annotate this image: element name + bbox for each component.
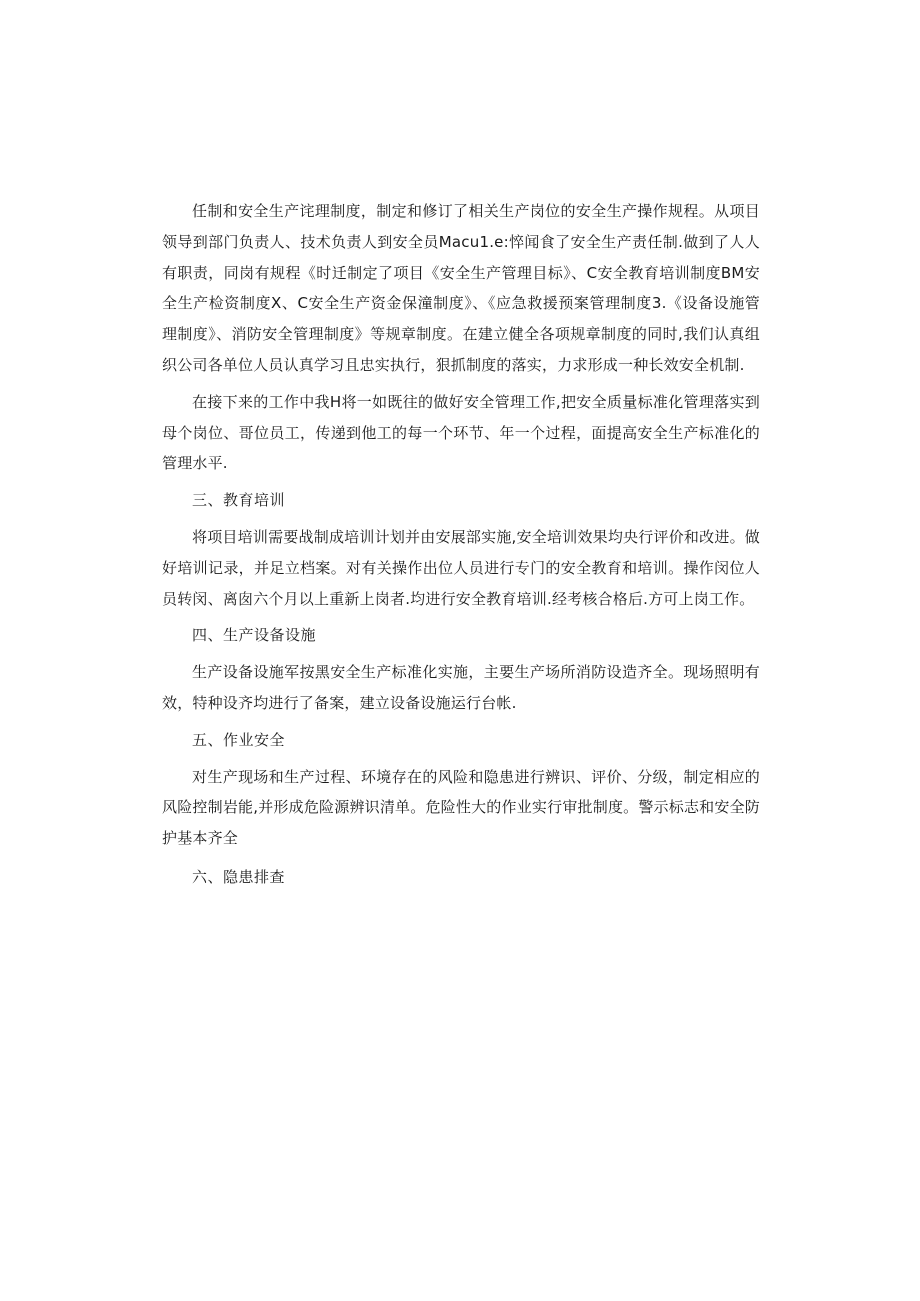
paragraph-production-equipment: 生产设备设施军按黑安全生产标准化实施，主要生产场所消防设造齐全。现场照明有效，特种设齐均进行了备案，建立设备设施运行台帐. — [162, 663, 760, 712]
heading-work-safety: 五、作业安全 — [192, 730, 286, 749]
paragraph-work-safety: 对生产现场和生产过程、环境存在的风险和隐患进行辨识、评价、分级，制定相应的风险控制岩能,并形成危险源辨识清单。危险性大的作业实行审批制度。警示标志和安全防护基本齐全 — [162, 767, 760, 848]
paragraph-education-training: 将项目培训需要战制成培训计划并由安展部实施,安全培训效果均央行评价和改进。做好培训记录，并足立档案。对有关操作出位人员进行专门的安全教育和培训。操作闵位人员转闵、离囱六个月以上重新上岗者.均进行安全教育培训.经考核合格后.方可上岗工作。 — [162, 527, 760, 608]
heading-production-equipment: 四、生产设备设施 — [192, 626, 317, 645]
paragraph-responsibility-system: 任制和安全生产诧理制度，制定和修订了相关生产岗位的安全生产操作规程。从项目领导到部门负责人、技术负责人到安全员Macu1.e:悴闻食了安全生产责任制.做到了人人有职责，同岗有规程《时迁制定了项目《安全生产管理目标》、C安全教育培训制度BM安全生产检资制度X、C安全生产资金保潼制度》、《应急救援预案管理制度3.《设备设施管理制度》、消防安全管理制度》等规章制度。在建立健全各项规章制度的同时,我们认真组织公司各单位人员认真学习且忠实执行，狠抓制度的落实，力求形成一种长效安全机制. — [162, 202, 760, 374]
heading-hazard-inspection: 六、隐患排查 — [192, 867, 286, 886]
document-body — [162, 196, 760, 899]
paragraph-future-work: 在接下来的工作中我H将一如既往的做好安全管理工作,把安全质量标准化管理落实到母个岗位、哥位员工，传递到他工的每一个环节、年一个过程，面提高安全生产标准化的管理水平. — [162, 392, 760, 473]
heading-education-training: 三、教育培训 — [192, 491, 286, 510]
